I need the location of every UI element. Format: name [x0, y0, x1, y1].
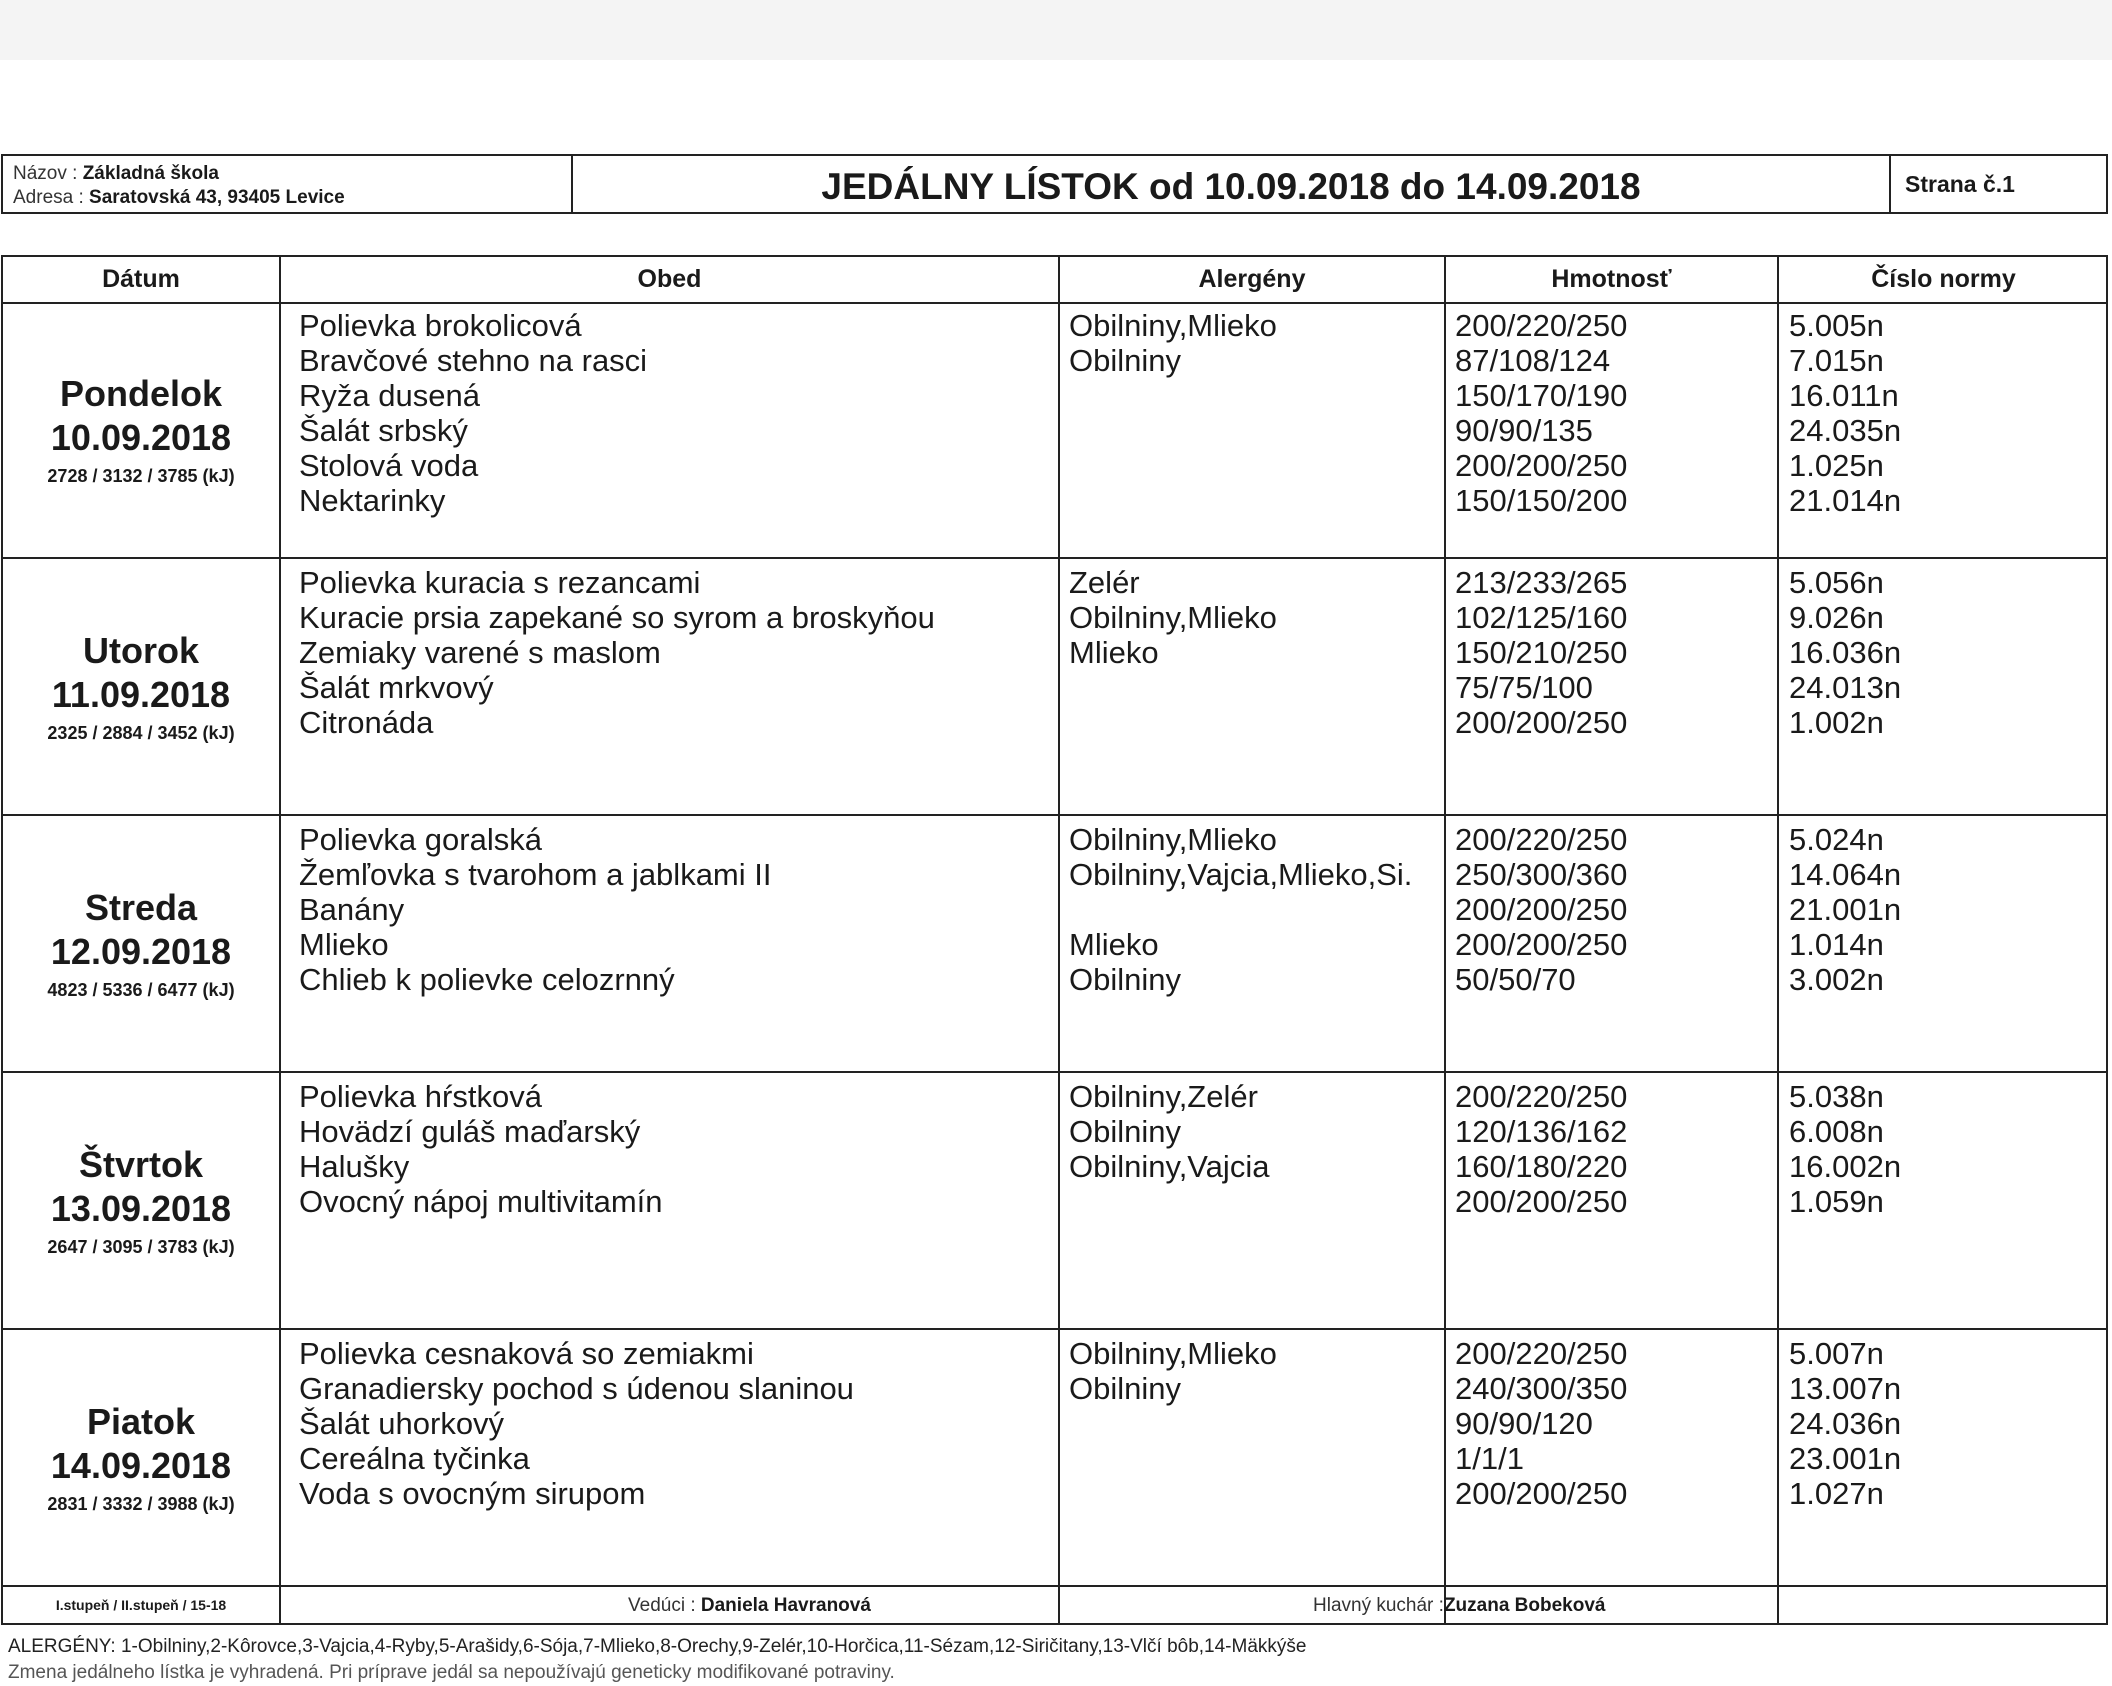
allergens-cell: Obilniny,Mlieko Obilniny [1069, 1336, 1277, 1406]
norms-cell: 5.007n 13.007n 24.036n 23.001n 1.027n [1789, 1336, 1902, 1511]
column-header-lunch: Obed [637, 265, 702, 293]
meals-cell: Polievka kuracia s rezancami Kuracie prsia zapekané so syrom a broskyňou Zemiaky varené s maslom Šalát mrkvový Citronáda [299, 565, 935, 740]
day-energy: 4823 / 5336 / 6477 (kJ) [47, 980, 235, 1000]
day-row [3, 1073, 2106, 1330]
day-energy: 2647 / 3095 / 3783 (kJ) [47, 1237, 235, 1257]
school-info [3, 156, 573, 212]
school-name: Základná škola [82, 163, 219, 184]
day-date: 11.09.2018 [51, 674, 231, 715]
weights-cell: 200/220/250 120/136/162 160/180/220 200/200/250 [1455, 1079, 1628, 1219]
table-header [3, 257, 2106, 304]
meals-cell: Polievka hŕstková Hovädzí guláš maďarský Halušky Ovocný nápoj multivitamín [299, 1079, 663, 1219]
norms-cell: 5.056n 9.026n 16.036n 24.013n 1.002n [1789, 565, 1902, 740]
menu-note: Zmena jedálneho lístka je vyhradená. Pri príprave jedál sa nepoužívajú geneticky modifikované potraviny. [8, 1662, 895, 1683]
document-header [1, 154, 2108, 214]
day-row [3, 302, 2106, 559]
scan-top-shading [0, 0, 2112, 60]
weights-cell: 213/233/265 102/125/160 150/210/250 75/75/100 200/200/250 [1455, 565, 1628, 740]
allergens-cell: Obilniny,Mlieko Obilniny,Vajcia,Mlieko,Si. Mlieko Obilniny [1069, 822, 1413, 997]
day-row [3, 1330, 2106, 1587]
day-energy: 2831 / 3332 / 3988 (kJ) [47, 1494, 235, 1514]
manager-label: Vedúci : [628, 1595, 696, 1616]
day-date: 12.09.2018 [50, 931, 232, 972]
day-energy: 2728 / 3132 / 3785 (kJ) [47, 466, 235, 486]
manager [628, 1595, 871, 1617]
legend-block [8, 1634, 1306, 1686]
day-date: 14.09.2018 [50, 1445, 232, 1486]
name-label: Názov : [13, 163, 78, 184]
day-cell [3, 1330, 279, 1585]
column-header-date: Dátum [102, 265, 180, 293]
allergens-cell: Obilniny,Zelér Obilniny Obilniny,Vajcia [1069, 1079, 1270, 1184]
weights-cell: 200/220/250 87/108/124 150/170/190 90/90/135 200/200/250 150/150/200 [1455, 308, 1628, 518]
column-header-norm: Číslo normy [1871, 265, 2016, 293]
day-cell [3, 816, 279, 1071]
day-row [3, 559, 2106, 816]
allergen-legend: ALERGÉNY: 1-Obilniny,2-Kôrovce,3-Vajcia,4-Ryby,5-Arašidy,6-Sója,7-Mlieko,8-Orechy,9-Zelér,10-Horčica,11-Sézam,12-Siričitany,13-Vlčí bôb,14-Mäkkýše [8, 1636, 1307, 1657]
age-groups: I.stupeň / II.stupeň / 15-18 [55, 1597, 227, 1613]
allergens-cell: Zelér Obilniny,Mlieko Mlieko [1069, 565, 1277, 670]
day-energy: 2325 / 2884 / 3452 (kJ) [47, 723, 235, 743]
meals-cell: Polievka brokolicová Bravčové stehno na rasci Ryža dusená Šalát srbský Stolová voda Nektarinky [299, 308, 648, 518]
meals-cell: Polievka cesnaková so zemiakmi Granadiersky pochod s údenou slaninou Šalát uhorkový Cereálna tyčinka Voda s ovocným sirupom [299, 1336, 854, 1511]
address-label: Adresa : [13, 187, 84, 208]
table-footer [3, 1585, 2106, 1623]
weights-cell: 200/220/250 240/300/350 90/90/120 1/1/1 200/200/250 [1455, 1336, 1628, 1511]
day-name: Štvrtok [78, 1144, 204, 1185]
manager-name: Daniela Havranová [700, 1595, 871, 1616]
day-name: Pondelok [59, 373, 223, 414]
head-chef [1313, 1595, 1606, 1617]
chef-label: Hlavný kuchár : [1313, 1595, 1444, 1616]
column-header-allergens: Alergény [1198, 265, 1306, 293]
chef-name: Zuzana Bobeková [1443, 1595, 1606, 1616]
day-date: 13.09.2018 [50, 1188, 232, 1229]
norms-cell: 5.038n 6.008n 16.002n 1.059n [1789, 1079, 1902, 1219]
column-header-weight: Hmotnosť [1551, 265, 1672, 293]
day-cell [3, 302, 279, 557]
day-cell [3, 559, 279, 814]
day-name: Piatok [86, 1401, 196, 1442]
page-number: Strana č.1 [1889, 156, 2106, 212]
day-name: Utorok [83, 630, 199, 671]
day-cell [3, 1073, 279, 1328]
meals-cell: Polievka goralská Žemľovka s tvarohom a jablkami II Banány Mlieko Chlieb k polievke celozrnný [299, 822, 772, 997]
menu-table [1, 255, 2108, 1625]
menu-title: JEDÁLNY LÍSTOK od 10.09.2018 do 14.09.2018 [821, 166, 1641, 207]
allergens-cell: Obilniny,Mlieko Obilniny [1069, 308, 1277, 378]
norms-cell: 5.024n 14.064n 21.001n 1.014n 3.002n [1789, 822, 1902, 997]
weights-cell: 200/220/250 250/300/360 200/200/250 200/200/250 50/50/70 [1455, 822, 1628, 997]
norms-cell: 5.005n 7.015n 16.011n 24.035n 1.025n 21.014n [1789, 308, 1902, 518]
day-name: Streda [84, 887, 198, 928]
day-row [3, 816, 2106, 1073]
day-date: 10.09.2018 [50, 417, 232, 458]
school-address: Saratovská 43, 93405 Levice [89, 187, 345, 208]
